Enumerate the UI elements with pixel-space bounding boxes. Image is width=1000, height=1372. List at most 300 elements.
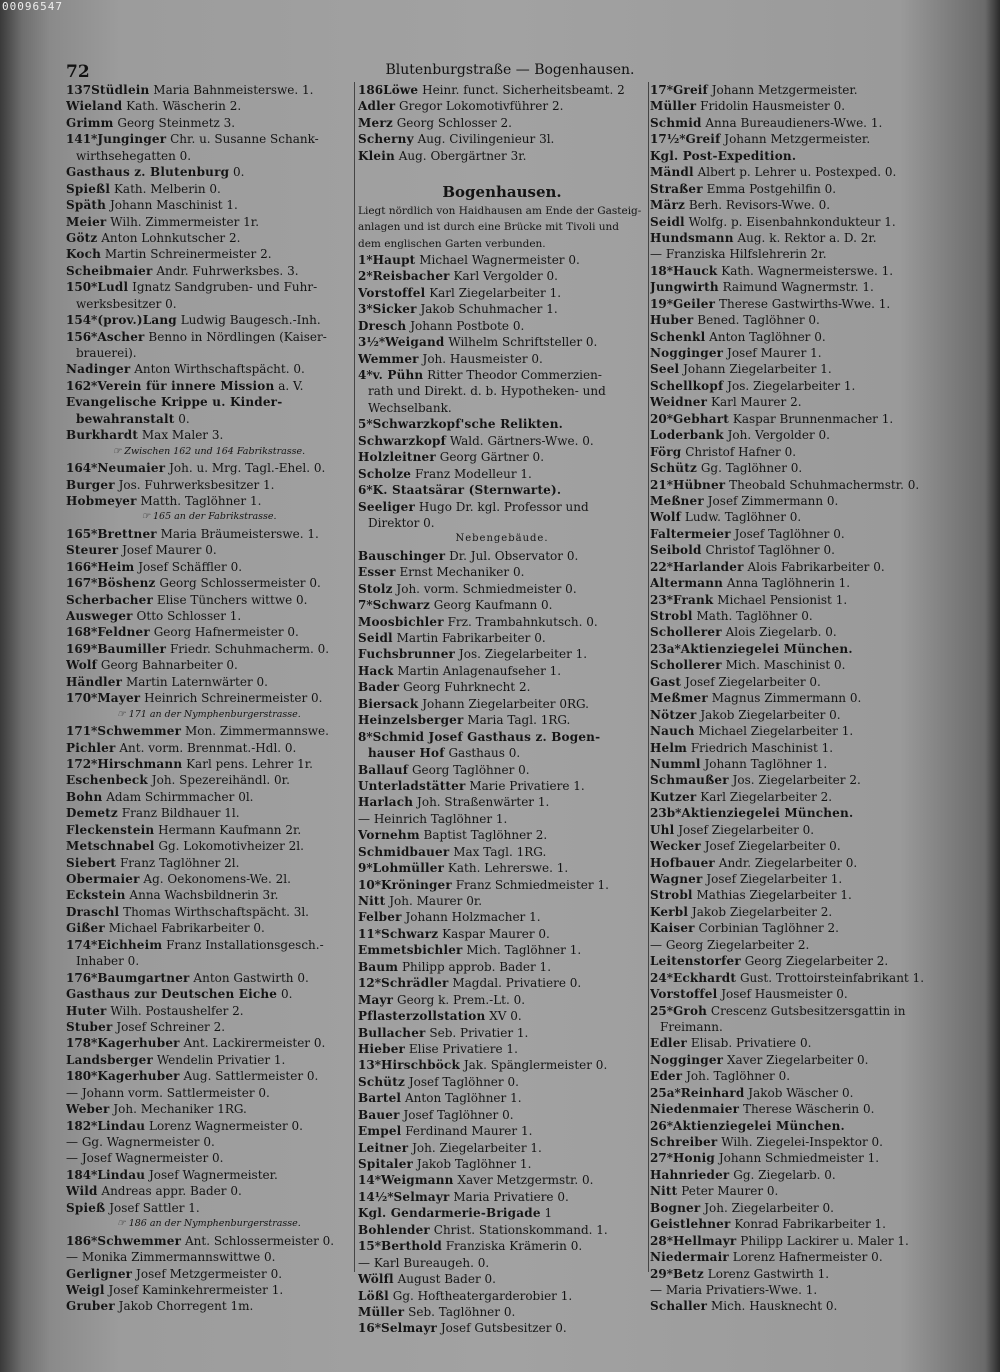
- directory-entry: [650, 1134, 942, 1150]
- resident-name: Kagerhuber: [97, 1036, 180, 1051]
- section-description: [358, 236, 646, 252]
- directory-entry: [358, 909, 646, 925]
- resident-name: Schmid: [650, 115, 702, 130]
- entry-detail: 0.: [178, 411, 190, 426]
- resident-name: Wild: [66, 1184, 98, 1199]
- entry-detail: — Johann vorm. Sattlermeister 0.: [66, 1085, 270, 1100]
- house-number: 18*: [650, 263, 673, 278]
- directory-entry: [358, 285, 646, 301]
- entry-detail: Lorenz Hafnermeister 0.: [732, 1250, 883, 1265]
- directory-entry: [66, 723, 352, 739]
- directory-entry: [358, 367, 646, 383]
- resident-name: Bohlender: [358, 1222, 430, 1237]
- resident-name: Edler: [650, 1036, 688, 1051]
- directory-entry: [66, 411, 352, 427]
- resident-name: Kgl. Gendarmerie-Brigade: [358, 1206, 541, 1221]
- resident-name: Demetz: [66, 806, 118, 821]
- entry-detail: Jakob Wäscher 0.: [748, 1085, 854, 1100]
- resident-name: Schollerer: [650, 658, 722, 673]
- directory-entry: [66, 657, 352, 673]
- directory-entry: [650, 740, 942, 756]
- entry-detail: Jakob Chorregent 1m.: [118, 1299, 254, 1314]
- entry-detail: Maria Privatiere 0.: [453, 1189, 569, 1204]
- entry-detail: Gust. Trottoirsteinfabrikant 1.: [739, 970, 925, 985]
- resident-name: Vornehm: [358, 828, 420, 843]
- entry-detail: Georg Taglöhner 0.: [411, 762, 530, 777]
- resident-name: Schreiber: [650, 1135, 718, 1149]
- resident-name: Schwarz: [380, 926, 439, 941]
- house-number: 166*: [66, 559, 98, 574]
- house-number: 10*: [358, 877, 381, 892]
- entry-detail: Freimann.: [660, 1019, 723, 1034]
- directory-entry: [66, 329, 352, 345]
- directory-entry: [358, 1255, 646, 1271]
- entry-detail: Georg Schlossermeister 0.: [159, 576, 321, 591]
- directory-entry: [650, 1233, 942, 1249]
- resident-name: Müller: [358, 1304, 405, 1319]
- entry-detail: Therese Gastwirths-Wwe. 1.: [718, 296, 891, 311]
- entry-detail: Ludw. Taglöhner 0.: [684, 510, 802, 525]
- directory-entry: [650, 542, 942, 558]
- entry-detail: XV 0.: [489, 1009, 522, 1024]
- resident-name: Stolz: [358, 581, 393, 596]
- directory-entry: [650, 608, 942, 624]
- entry-detail: Berh. Revisors-Wwe. 0.: [688, 198, 831, 213]
- column-middle: [358, 82, 646, 1337]
- directory-entry: [66, 394, 352, 410]
- resident-name: Reisbacher: [372, 269, 450, 284]
- resident-name: Gebhart: [672, 411, 730, 426]
- entry-detail: Max Tagl. 1RG.: [453, 844, 547, 859]
- resident-name: Hellmayr: [672, 1233, 737, 1248]
- resident-name: Altermann: [650, 576, 724, 591]
- resident-name: Schaller: [650, 1299, 708, 1314]
- house-number: 3½*: [358, 335, 386, 350]
- directory-entry: [358, 712, 646, 728]
- directory-entry: [66, 131, 352, 147]
- column-left: [66, 82, 352, 1315]
- resident-name: Hack: [358, 663, 394, 678]
- entry-detail: Kaspar Maurer 0.: [442, 926, 550, 941]
- entry-detail: Joh. Ziegelarbeiter 1.: [412, 1140, 542, 1155]
- entry-detail: Gregor Lokomotivführer 2.: [399, 99, 564, 114]
- resident-name: Vorstoffel: [358, 285, 426, 300]
- archive-id: 00096547: [2, 0, 63, 13]
- directory-entry: [650, 361, 942, 377]
- directory-entry: [358, 131, 646, 147]
- entry-detail: Joh. Maurer 0r.: [389, 894, 483, 908]
- running-head: Blutenburgstraße — Bogenhausen.: [385, 62, 635, 78]
- resident-name: Scholze: [358, 466, 412, 481]
- resident-name: Greif: [685, 132, 721, 147]
- directory-entry: [358, 268, 646, 284]
- entry-detail: Josef Zimmermann 0.: [707, 493, 839, 508]
- entry-detail: 1: [544, 1206, 553, 1221]
- entry-detail: ☞ 171 an der Nymphenburgerstrasse.: [117, 708, 301, 720]
- directory-entry: [358, 82, 646, 98]
- directory-entry: [358, 433, 646, 449]
- entry-detail: Seb. Privatier 1.: [429, 1025, 529, 1040]
- resident-name: Evangelische Krippe u. Kinder-: [66, 395, 283, 410]
- entry-detail: Georg Schlosser 2.: [396, 115, 512, 130]
- entry-detail: Josef Ziegelarbeiter 0.: [684, 674, 821, 689]
- directory-entry: [66, 1101, 352, 1117]
- resident-name: Gruber: [66, 1299, 115, 1314]
- directory-entry: [358, 614, 646, 630]
- house-number: 20*: [650, 411, 673, 426]
- resident-name: Nauch: [650, 724, 695, 739]
- entry-detail: Matth. Taglöhner 1.: [140, 493, 262, 508]
- entry-detail: rath und Direkt. d. b. Hypotheken- und: [368, 384, 606, 399]
- entry-detail: 0.: [280, 987, 293, 1002]
- resident-name: Faltermeier: [650, 526, 731, 541]
- entry-detail: Ant. Lackirermeister 0.: [183, 1036, 326, 1051]
- directory-entry: [358, 992, 646, 1008]
- resident-name: Lohmüller: [372, 861, 445, 876]
- entry-detail: Kath. Wagnermeisterswe. 1.: [721, 263, 894, 278]
- directory-entry: [66, 1019, 352, 1035]
- directory-entry: [358, 597, 646, 613]
- entry-detail: wirthsehegatten 0.: [76, 148, 192, 163]
- directory-entry: [650, 1167, 942, 1183]
- directory-entry: [358, 1140, 646, 1156]
- resident-name: Schütz: [650, 461, 697, 476]
- resident-name: Brettner: [97, 526, 157, 541]
- resident-name: Nitt: [358, 894, 386, 908]
- directory-entry: [650, 723, 942, 739]
- directory-entry: [650, 296, 942, 312]
- house-number: 137: [66, 83, 92, 97]
- entry-detail: Baptist Taglöhner 2.: [423, 828, 548, 843]
- entry-detail: Anna Wachsbildnerin 3r.: [129, 888, 279, 903]
- entry-detail: Gasthaus 0.: [448, 746, 521, 761]
- resident-name: (prov.)Lang: [97, 313, 177, 328]
- entry-detail: Josef Ziegelarbeiter 0.: [704, 839, 841, 854]
- directory-entry: [358, 1172, 646, 1188]
- resident-name: Bauer: [358, 1107, 400, 1122]
- entry-detail: Joh. Straßenwärter 1.: [417, 795, 550, 810]
- directory-entry: [650, 1052, 942, 1068]
- house-number: 17½*: [650, 132, 686, 147]
- resident-name: Heim: [97, 559, 135, 574]
- entry-detail: Nebengebäude.: [455, 533, 549, 545]
- directory-entry: [358, 762, 646, 778]
- directory-entry: [66, 477, 352, 493]
- directory-entry: [66, 82, 352, 98]
- entry-detail: Friedrich Maschinist 1.: [690, 740, 834, 755]
- directory-entry: [358, 1238, 646, 1254]
- directory-entry: [358, 778, 646, 794]
- house-number: 167*: [66, 576, 98, 591]
- resident-name: Niedenmaier: [650, 1102, 740, 1117]
- entry-detail: Ag. Oekonomens-We. 2l.: [143, 872, 291, 886]
- resident-name: Neumaier: [97, 461, 166, 476]
- entry-detail: Jakob Ziegelarbeiter 0.: [700, 707, 841, 722]
- directory-entry: [66, 1134, 352, 1150]
- directory-entry: [358, 400, 646, 416]
- directory-entry: [66, 1183, 352, 1199]
- resident-name: Straßer: [650, 181, 703, 196]
- resident-name: Händler: [66, 674, 123, 689]
- resident-name: Strobl: [650, 888, 693, 903]
- directory-entry: [358, 1271, 646, 1287]
- house-number: 16*: [358, 1321, 381, 1336]
- directory-entry: [66, 246, 352, 262]
- resident-name: Baumgartner: [97, 970, 190, 985]
- directory-entry: [650, 279, 942, 295]
- resident-name: Gasthaus z. Blutenburg: [66, 165, 230, 180]
- directory-entry: [650, 1200, 942, 1216]
- house-number: 7*: [358, 598, 373, 613]
- entry-detail: Joh. Ziegelarbeiter 0.: [704, 1200, 834, 1215]
- resident-name: Biersack: [358, 696, 419, 711]
- directory-entry: [358, 1123, 646, 1139]
- entry-detail: dem englischen Garten verbunden.: [358, 237, 546, 250]
- resident-name: Meßmer: [650, 691, 708, 706]
- house-number: 1*: [358, 252, 373, 267]
- resident-name: Ausweger: [66, 609, 133, 623]
- directory-entry: [66, 772, 352, 788]
- directory-entry: [650, 871, 942, 887]
- directory-entry: [650, 887, 942, 903]
- resident-name: Harlach: [358, 795, 414, 810]
- directory-entry: [358, 844, 646, 860]
- house-number: 26*: [650, 1118, 673, 1133]
- directory-entry: [358, 1074, 646, 1090]
- resident-name: Esser: [358, 565, 396, 580]
- house-number: 176*: [66, 970, 98, 985]
- entry-detail: Kaspar Brunnenmacher 1.: [732, 411, 894, 426]
- directory-entry: [66, 822, 352, 838]
- entry-detail: Lorenz Gastwirth 1.: [707, 1266, 830, 1281]
- entry-detail: Michael Ziegelarbeiter 1.: [698, 724, 854, 739]
- directory-entry: [650, 904, 942, 920]
- directory-entry: [650, 822, 942, 838]
- directory-entry: [650, 1298, 942, 1314]
- directory-entry: [66, 1167, 352, 1183]
- resident-name: Bartel: [358, 1091, 402, 1106]
- directory-entry: [66, 115, 352, 131]
- entry-detail: Elise Tünchers wittwe 0.: [156, 592, 308, 607]
- resident-name: Numml: [650, 756, 701, 771]
- resident-name: Nötzer: [650, 707, 697, 722]
- entry-detail: Heinr. funct. Sicherheitsbeamt. 2: [422, 83, 625, 97]
- entry-detail: Georg Bahnarbeiter 0.: [100, 658, 238, 673]
- house-number: 14*: [358, 1173, 381, 1188]
- resident-name: Burger: [66, 477, 115, 492]
- resident-name: Geistlehner: [650, 1217, 731, 1232]
- directory-entry: [650, 526, 942, 542]
- entry-detail: Ant. vorm. Brennmat.-Hdl. 0.: [119, 740, 297, 755]
- resident-name: Weidner: [650, 395, 708, 410]
- resident-name: Landsberger: [66, 1052, 153, 1067]
- entry-detail: Josef Wagnermeister.: [148, 1167, 278, 1182]
- resident-name: Schmid Josef Gasthaus z. Bogen-: [372, 729, 601, 744]
- resident-name: Grimm: [66, 115, 114, 130]
- entry-detail: Math. Taglöhner 0.: [696, 609, 813, 623]
- entry-detail: Josef Taglöhner 0.: [403, 1107, 514, 1122]
- house-number: 17*: [650, 83, 673, 97]
- directory-entry: [358, 416, 646, 432]
- resident-name: Meier: [66, 214, 107, 229]
- directory-entry: [650, 493, 942, 509]
- entry-detail: — Maria Privatiers-Wwe. 1.: [650, 1282, 818, 1297]
- directory-entry: [650, 230, 942, 246]
- directory-entry: [66, 986, 352, 1002]
- resident-name: Draschl: [66, 904, 120, 919]
- directory-entry: [650, 246, 942, 262]
- resident-name: Hobmeyer: [66, 493, 137, 508]
- entry-detail: Joh. Mechaniker 1RG.: [113, 1102, 247, 1117]
- entry-detail: Maria Bahnmeisterswe. 1.: [153, 83, 314, 97]
- entry-detail: Joh. Spezereihändl. 0r.: [151, 773, 290, 788]
- directory-entry: [650, 674, 942, 690]
- directory-entry: [358, 499, 646, 515]
- directory-entry: [66, 197, 352, 213]
- directory-entry: [66, 1233, 352, 1249]
- entry-detail: — Gg. Wagnermeister 0.: [66, 1135, 215, 1149]
- resident-name: Meßner: [650, 493, 704, 508]
- entry-detail: Jakob Schuhmacher 1.: [420, 302, 558, 317]
- resident-name: Schwemmer: [97, 1233, 182, 1248]
- entry-detail: Benno in Nördlingen (Kaiser-: [148, 329, 327, 344]
- entry-detail: Josef Hausmeister 0.: [721, 987, 848, 1002]
- directory-entry: [650, 345, 942, 361]
- entry-detail: brauerei).: [76, 346, 137, 360]
- resident-name: Bader: [358, 680, 400, 695]
- entry-detail: Wilh. Zimmermeister 1r.: [110, 214, 260, 229]
- house-number: 171*: [66, 724, 98, 739]
- directory-entry: [650, 789, 942, 805]
- entry-detail: Elisab. Privatiere 0.: [690, 1036, 812, 1051]
- resident-name: Gast: [650, 674, 682, 689]
- house-number: 164*: [66, 461, 98, 476]
- entry-detail: Alois Fabrikarbeiter 0.: [747, 559, 885, 574]
- directory-entry: [358, 663, 646, 679]
- resident-name: Eder: [650, 1069, 683, 1084]
- house-number: 9*: [358, 861, 373, 876]
- directory-entry: [66, 345, 352, 361]
- directory-entry: [358, 975, 646, 991]
- directory-entry: [358, 860, 646, 876]
- resident-name: Hauck: [672, 263, 718, 278]
- entry-detail: Chr. u. Susanne Schank-: [170, 132, 319, 147]
- entry-detail: Georg Fuhrknecht 2.: [403, 680, 531, 695]
- directory-entry: [358, 351, 646, 367]
- entry-detail: Aug. Obergärtner 3r.: [398, 148, 527, 163]
- directory-entry: [66, 148, 352, 164]
- resident-name: Betz: [672, 1266, 704, 1281]
- directory-entry: [358, 115, 646, 131]
- directory-entry: [650, 970, 942, 986]
- house-number: 29*: [650, 1266, 673, 1281]
- directory-entry: [66, 526, 352, 542]
- cross-street-note: [66, 707, 352, 723]
- directory-entry: [358, 942, 646, 958]
- resident-name: Schollerer: [650, 625, 722, 640]
- entry-detail: Magdal. Privatiere 0.: [452, 976, 582, 991]
- directory-entry: [650, 1003, 942, 1019]
- entry-detail: Josef Ziegelarbeiter 1.: [706, 872, 843, 886]
- directory-entry: [358, 1189, 646, 1205]
- directory-entry: [358, 1205, 646, 1221]
- house-number: 14½*: [358, 1189, 394, 1204]
- house-number: 184*: [66, 1167, 98, 1182]
- directory-entry: [66, 263, 352, 279]
- entry-detail: Johann Schmiedmeister 1.: [718, 1151, 880, 1166]
- resident-name: Schellkopf: [650, 378, 724, 393]
- directory-entry: [650, 1150, 942, 1166]
- resident-name: Lindau: [97, 1118, 146, 1133]
- house-number: 156*: [66, 329, 98, 344]
- entry-detail: Jakob Ziegelarbeiter 2.: [691, 904, 833, 919]
- resident-name: Ludl: [97, 280, 129, 295]
- resident-name: Nitt: [650, 1184, 678, 1199]
- entry-detail: Gg. Hoftheatergarderobier 1.: [392, 1288, 573, 1303]
- entry-detail: Andr. Fuhrwerksbes. 3.: [156, 263, 299, 278]
- entry-detail: Joh. Vergolder 0.: [727, 428, 830, 443]
- directory-entry: [650, 1266, 942, 1282]
- resident-name: Bogner: [650, 1200, 701, 1215]
- directory-entry: [358, 1288, 646, 1304]
- entry-detail: Joh. Taglöhner 0.: [686, 1069, 791, 1084]
- resident-name: Strobl: [650, 609, 693, 623]
- entry-detail: Martin Laternwärter 0.: [125, 674, 268, 689]
- resident-name: März: [650, 198, 685, 213]
- entry-detail: Anton Gastwirth 0.: [193, 970, 309, 985]
- house-number: 11*: [358, 926, 381, 941]
- entry-detail: Heinrich Schreinermeister 0.: [144, 691, 323, 706]
- resident-name: Wölfl: [358, 1272, 394, 1287]
- house-number: 19*: [650, 296, 673, 311]
- house-number: 12*: [358, 976, 381, 991]
- entry-detail: Franz Modelleur 1.: [414, 466, 532, 481]
- resident-name: v. Pühn: [372, 368, 424, 382]
- directory-entry: [66, 312, 352, 328]
- entry-detail: Gg. Lokomotivheizer 2l.: [158, 839, 304, 854]
- directory-entry: [358, 98, 646, 114]
- directory-entry: [66, 427, 352, 443]
- page-number: 72: [66, 62, 90, 82]
- resident-name: Schenkl: [650, 329, 706, 344]
- entry-detail: Konrad Fabrikarbeiter 1.: [734, 1217, 886, 1232]
- directory-entry: [358, 794, 646, 810]
- entry-detail: Josef Kaminkehrermeister 1.: [108, 1282, 284, 1297]
- directory-entry: [66, 953, 352, 969]
- directory-entry: [650, 263, 942, 279]
- house-number: 170*: [66, 691, 98, 706]
- directory-entry: [358, 745, 646, 761]
- directory-entry: [358, 646, 646, 662]
- directory-entry: [650, 690, 942, 706]
- entry-detail: Gg. Taglöhner 0.: [700, 461, 803, 476]
- directory-entry: [66, 230, 352, 246]
- resident-name: Huber: [650, 313, 694, 328]
- resident-name: Unterladstätter: [358, 778, 466, 793]
- directory-entry: [650, 707, 942, 723]
- resident-name: Huter: [66, 1003, 107, 1018]
- resident-name: Scherbacher: [66, 592, 154, 607]
- resident-name: Fleckenstein: [66, 822, 155, 837]
- directory-entry: [358, 630, 646, 646]
- entry-detail: Philipp approb. Bader 1.: [401, 959, 552, 974]
- entry-detail: Karl Ziegelarbeiter 1.: [429, 285, 562, 300]
- directory-entry: [650, 986, 942, 1002]
- entry-detail: Liegt nördlich von Haidhausen am Ende der Gasteig-: [358, 204, 642, 217]
- entry-detail: Christof Hafner 0.: [685, 444, 797, 459]
- resident-name: Hahnrieder: [650, 1167, 730, 1182]
- house-number: 168*: [66, 625, 98, 640]
